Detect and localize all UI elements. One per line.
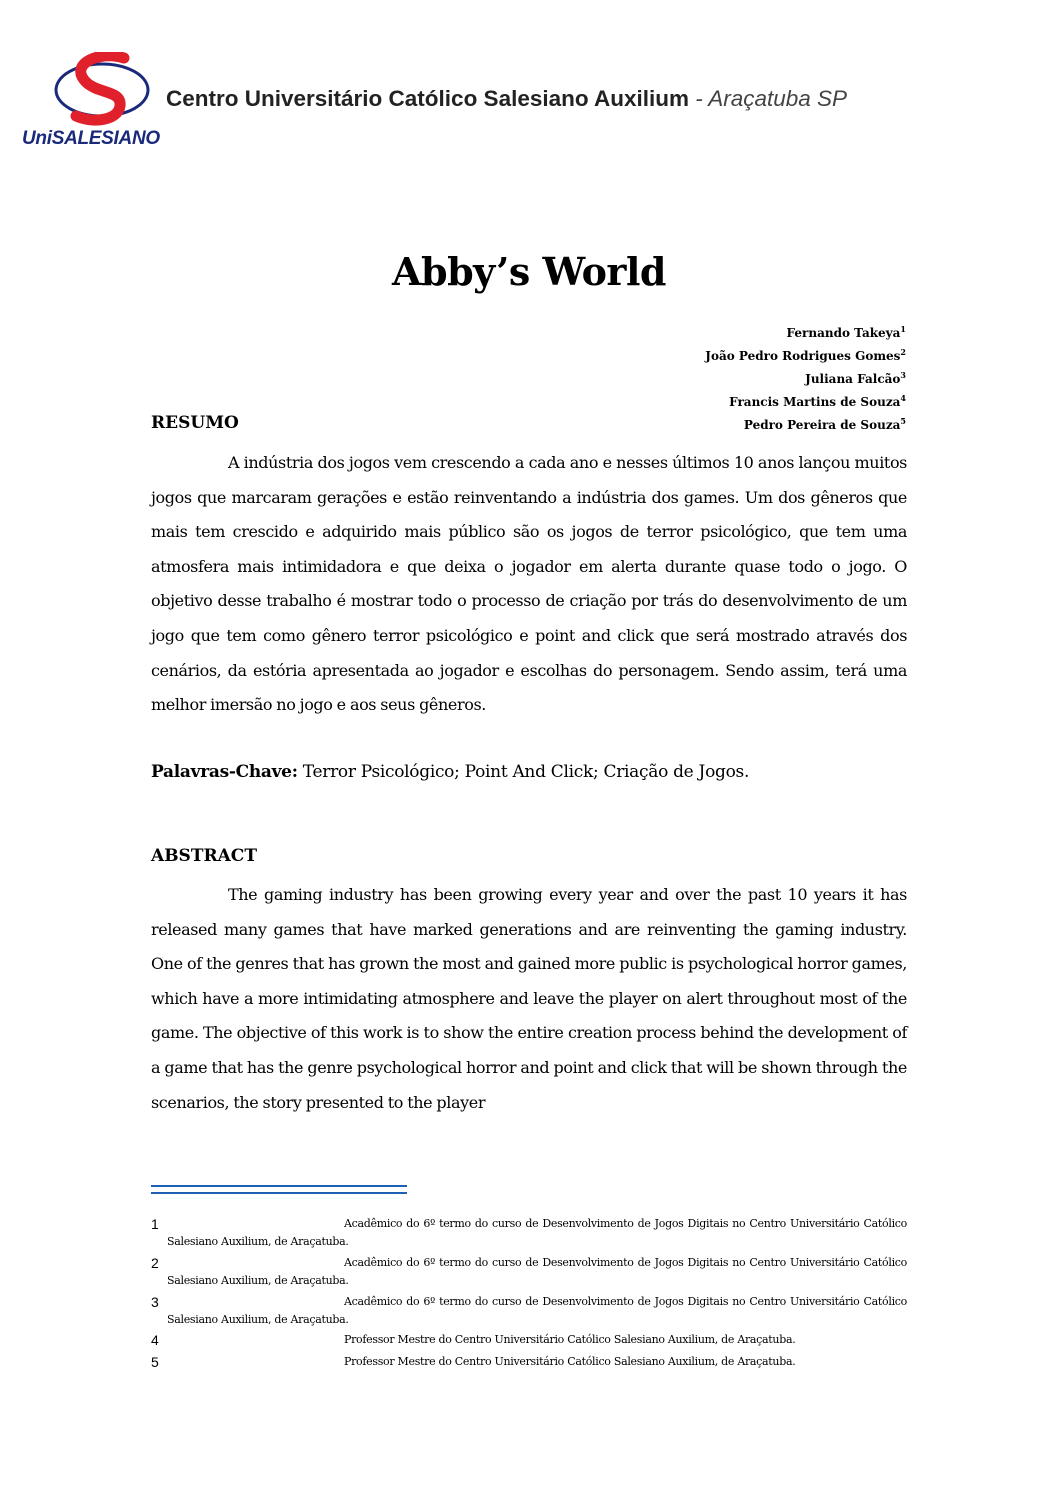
footnote-text: Acadêmico do 6º termo do curso de Desenvolvimento de Jogos Digitais no Centro Universitário Católico Salesiano Auxilium, de Araçatuba.: [167, 1295, 907, 1326]
abstract-paragraph: The gaming industry has been growing every year and over the past 10 years it has released many games that have marked generations and are reinventing the gaming industry. One of the genres that has grown the most and gained more public is psychological horror games, which have a more intimidating atmosphere and leave the player on alert throughout most of the game. The objective of this work is to show the entire creation process behind the development of a game that has the genre psychological horror and point and click that will be shown through the scenarios, the story presented to the player: [151, 885, 907, 1112]
author-footnote-mark: 4: [900, 393, 906, 403]
author-list: [705, 320, 906, 435]
unisalesiano-logo-icon: [50, 52, 160, 132]
logo-wordmark: UniSALESIANO: [22, 128, 160, 149]
author-line: [705, 389, 906, 412]
author-name: João Pedro Rodrigues Gomes: [705, 349, 901, 363]
institution-title: Centro Universitário Católico Salesiano Auxilium: [166, 86, 690, 111]
keywords-text: Terror Psicológico; Point And Click; Criação de Jogos.: [297, 762, 750, 782]
footnote-text: Acadêmico do 6º termo do curso de Desenvolvimento de Jogos Digitais no Centro Universitário Católico Salesiano Auxilium, de Araçatuba.: [167, 1217, 907, 1248]
footnote: [151, 1353, 907, 1371]
footnote: [151, 1293, 907, 1329]
footnote-number: 5: [151, 1354, 159, 1370]
author-line: [705, 320, 906, 343]
page-header: [20, 52, 1020, 152]
keywords-line: [151, 762, 749, 782]
footnote-separator: [151, 1185, 407, 1187]
author-footnote-mark: 5: [900, 416, 906, 426]
author-line: [705, 366, 906, 389]
footnote-text: Professor Mestre do Centro Universitário Católico Salesiano Auxilium, de Araçatuba.: [344, 1333, 796, 1346]
footnote-number: 3: [151, 1294, 159, 1310]
author-footnote-mark: 2: [900, 347, 906, 357]
institution-location: - Araçatuba SP: [689, 86, 848, 111]
author-name: Francis Martins de Souza: [729, 395, 901, 409]
author-line: [705, 412, 906, 435]
footnote-separator: [151, 1192, 407, 1194]
footnote: [151, 1254, 907, 1290]
paper-title: Abby’s World: [392, 249, 666, 294]
author-footnote-mark: 1: [900, 324, 906, 334]
footnote: [151, 1215, 907, 1251]
keywords-label: Palavras-Chave:: [151, 762, 298, 782]
resumo-heading: RESUMO: [151, 413, 239, 433]
abstract-heading: ABSTRACT: [151, 846, 257, 866]
author-line: [705, 343, 906, 366]
footnote-number: 2: [151, 1255, 159, 1271]
footnote-number: 4: [151, 1332, 159, 1348]
footnote-text: Professor Mestre do Centro Universitário Católico Salesiano Auxilium, de Araçatuba.: [344, 1355, 796, 1368]
author-name: Fernando Takeya: [786, 326, 901, 340]
institution-name: [166, 86, 847, 112]
author-name: Pedro Pereira de Souza: [743, 418, 901, 432]
resumo-paragraph: A indústria dos jogos vem crescendo a cada ano e nesses últimos 10 anos lançou muitos jogos que marcaram gerações e estão reinventando a indústria dos games. Um dos gêneros que mais tem crescido e adquirido mais público são os jogos de terror psicológico, que tem uma atmosfera mais intimidadora e que deixa o jogador em alerta durante quase todo o jogo. O objetivo desse trabalho é mostrar todo o processo de criação por trás do desenvolvimento de um jogo que tem como gênero terror psicológico e point and click que será mostrado através dos cenários, da estória apresentada ao jogador e escolhas do personagem. Sendo assim, terá uma melhor imersão no jogo e aos seus gêneros.: [151, 453, 907, 715]
footnote-number: 1: [151, 1216, 159, 1232]
author-name: Juliana Falcão: [805, 372, 901, 386]
footnote: [151, 1331, 907, 1349]
footnote-text: Acadêmico do 6º termo do curso de Desenvolvimento de Jogos Digitais no Centro Universitário Católico Salesiano Auxilium, de Araçatuba.: [167, 1256, 907, 1287]
author-footnote-mark: 3: [900, 370, 906, 380]
